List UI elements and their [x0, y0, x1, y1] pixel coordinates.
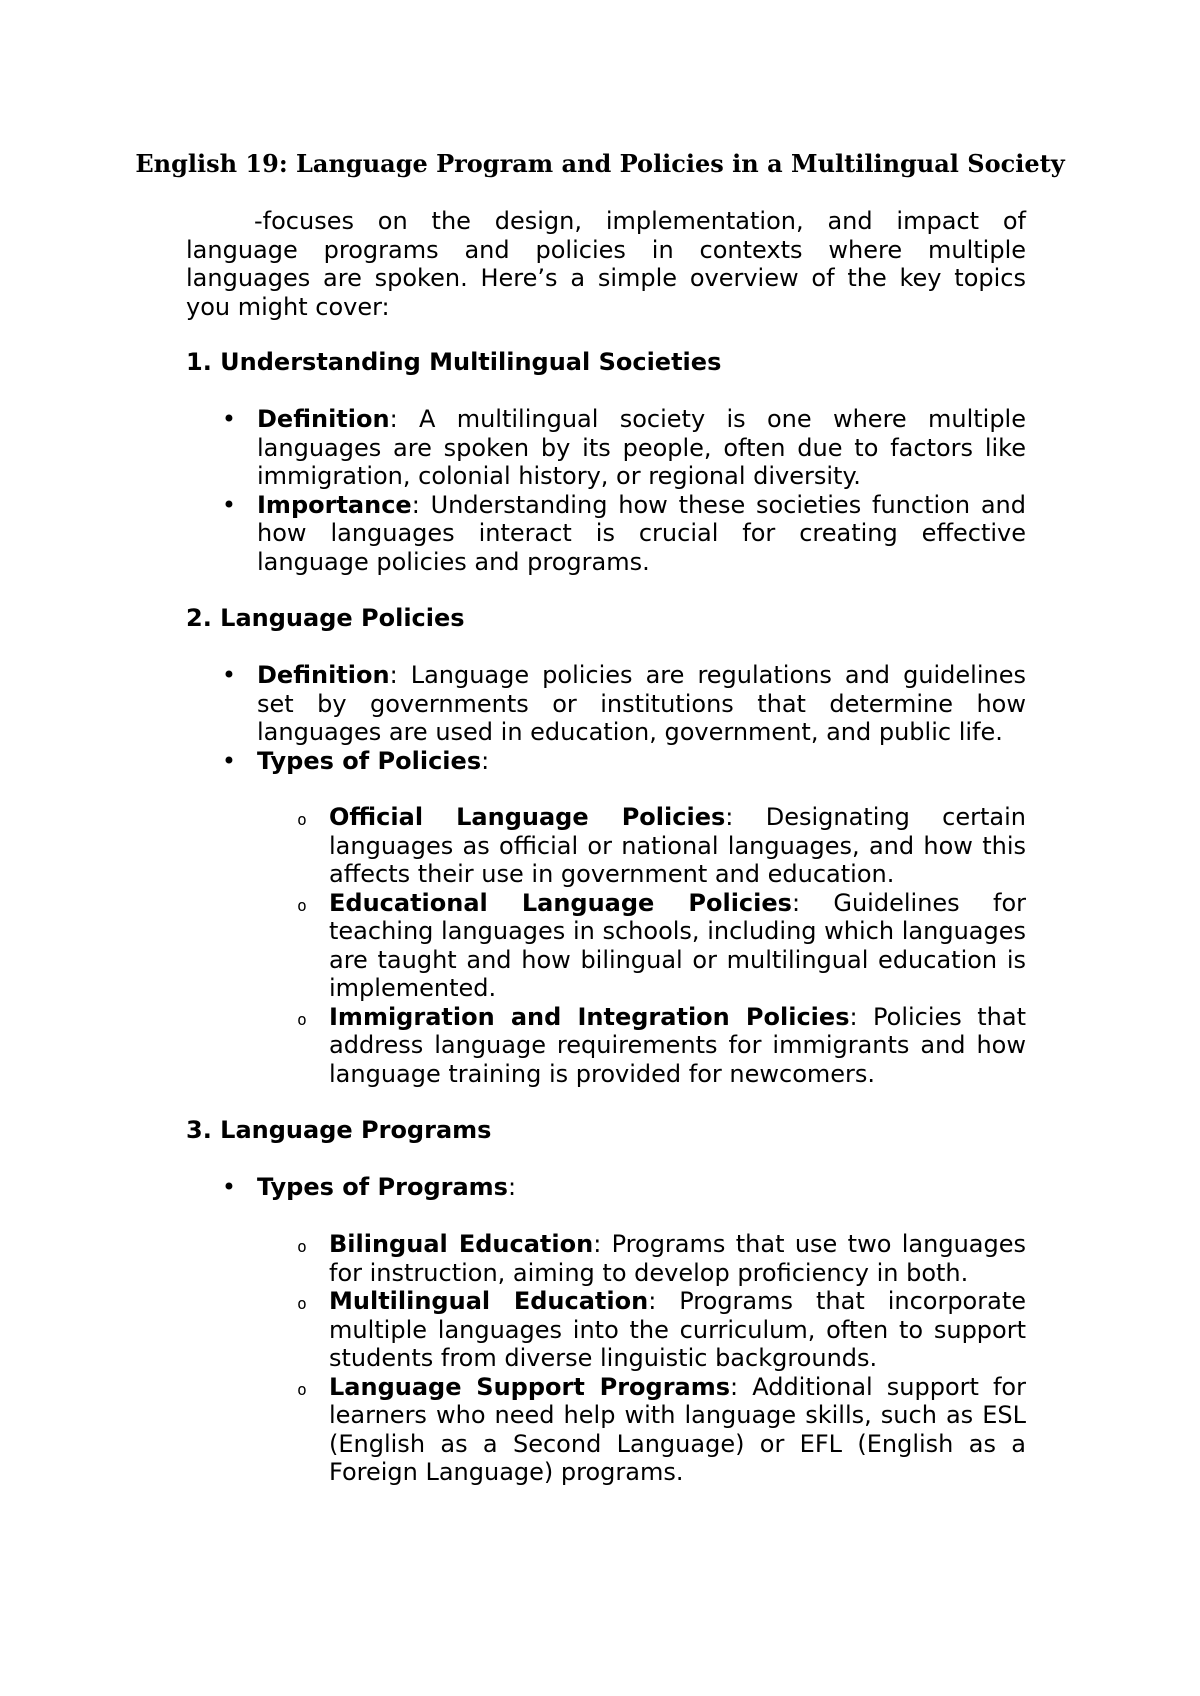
bullet-icon: •: [221, 1173, 237, 1201]
list-item-text: [257, 747, 1026, 776]
bullet-icon: o: [297, 1379, 307, 1399]
bullet-icon: o: [297, 1294, 307, 1313]
sublist-item: [0, 1230, 1200, 1287]
item-term: Bilingual Education: [329, 1230, 594, 1258]
document-title: English 19: Language Program and Policies in a Multilingual Society: [135, 149, 1065, 178]
bullet-icon: o: [297, 810, 307, 829]
list-item-text: [329, 1003, 1026, 1089]
item-term: Immigration and Integration Policies: [329, 1002, 850, 1031]
sublist-item: [0, 803, 1200, 889]
item-description: : Understanding how these societies function and how languages interact is crucial for creating effective language policies and programs.: [257, 490, 1026, 576]
item-term: Official Language Policies: [329, 803, 726, 831]
item-term: Types of Policies: [257, 746, 482, 775]
intro-paragraph: -focuses on the design, implementation, and impact of language programs and policies in contexts where multiple languages are spoken. Here’s a simple overview of the key topics you might cover:: [186, 207, 1026, 321]
list-item-text: [257, 405, 1026, 491]
list-item-text: [329, 1373, 1026, 1487]
item-term: Importance: [257, 490, 412, 519]
item-term: Definition: [257, 661, 390, 689]
list-item: [0, 747, 1200, 776]
list-item-text: [257, 1173, 1026, 1202]
list-item-text: [329, 803, 1026, 889]
item-description: : Designating certain languages as official or national languages, and how this affects their use in government and education.: [329, 803, 1026, 888]
sublist-item: [0, 1287, 1200, 1373]
bullet-icon: •: [221, 490, 237, 519]
item-description: :: [481, 746, 490, 775]
section-3-list: [0, 1173, 1200, 1202]
item-term: Multilingual Education: [329, 1287, 649, 1315]
section-3-sublist: [0, 1230, 1200, 1487]
item-description: : Programs that use two languages for instruction, aiming to develop proficiency in both.: [329, 1230, 1026, 1287]
section-heading-programs: 3. Language Programs: [186, 1116, 492, 1144]
bullet-icon: o: [297, 1009, 307, 1029]
item-description: : Additional support for learners who need help with language skills, such as ESL (English as a Second Language) or EFL (English as a Foreign Language) programs.: [329, 1372, 1026, 1486]
item-term: Types of Programs: [257, 1173, 508, 1201]
bullet-icon: o: [297, 1237, 307, 1256]
item-term: Language Support Programs: [329, 1372, 731, 1401]
item-description: : Guidelines for teaching languages in schools, including which languages are taught and how bilingual or multilingual education is implemented.: [329, 888, 1027, 1002]
section-2-sublist: [0, 803, 1200, 1088]
section-heading-understanding: 1. Understanding Multilingual Societies: [186, 348, 722, 376]
list-item-text: [329, 1230, 1026, 1287]
list-item: [0, 661, 1200, 747]
sublist-item: [0, 1003, 1200, 1089]
item-term: Definition: [257, 405, 390, 433]
item-description: :: [507, 1173, 517, 1201]
sublist-item: [0, 1373, 1200, 1487]
sublist-item: [0, 889, 1200, 1003]
bullet-icon: •: [221, 661, 237, 689]
item-description: : Language policies are regulations and guidelines set by governments or institutions that determine how languages are used in education, government, and public life.: [257, 661, 1026, 746]
section-2-list: [0, 661, 1200, 775]
list-item-text: [329, 889, 1026, 1003]
list-item: [0, 405, 1200, 491]
item-description: : A multilingual society is one where multiple languages are spoken by its people, often due to factors like immigration, colonial history, or regional diversity.: [257, 405, 1026, 490]
list-item-text: [329, 1287, 1026, 1373]
item-description: : Programs that incorporate multiple languages into the curriculum, often to support students from diverse linguistic backgrounds.: [329, 1287, 1026, 1372]
list-item-text: [257, 491, 1026, 577]
item-description: : Policies that address language requirements for immigrants and how language training is provided for newcomers.: [329, 1002, 1026, 1088]
section-1-list: [0, 405, 1200, 576]
section-heading-policies: 2. Language Policies: [186, 604, 465, 632]
list-item: [0, 1173, 1200, 1202]
list-item-text: [257, 661, 1026, 747]
bullet-icon: o: [297, 895, 307, 915]
list-item: [0, 491, 1200, 577]
item-term: Educational Language Policies: [329, 888, 792, 917]
bullet-icon: •: [221, 405, 237, 433]
bullet-icon: •: [221, 746, 237, 775]
